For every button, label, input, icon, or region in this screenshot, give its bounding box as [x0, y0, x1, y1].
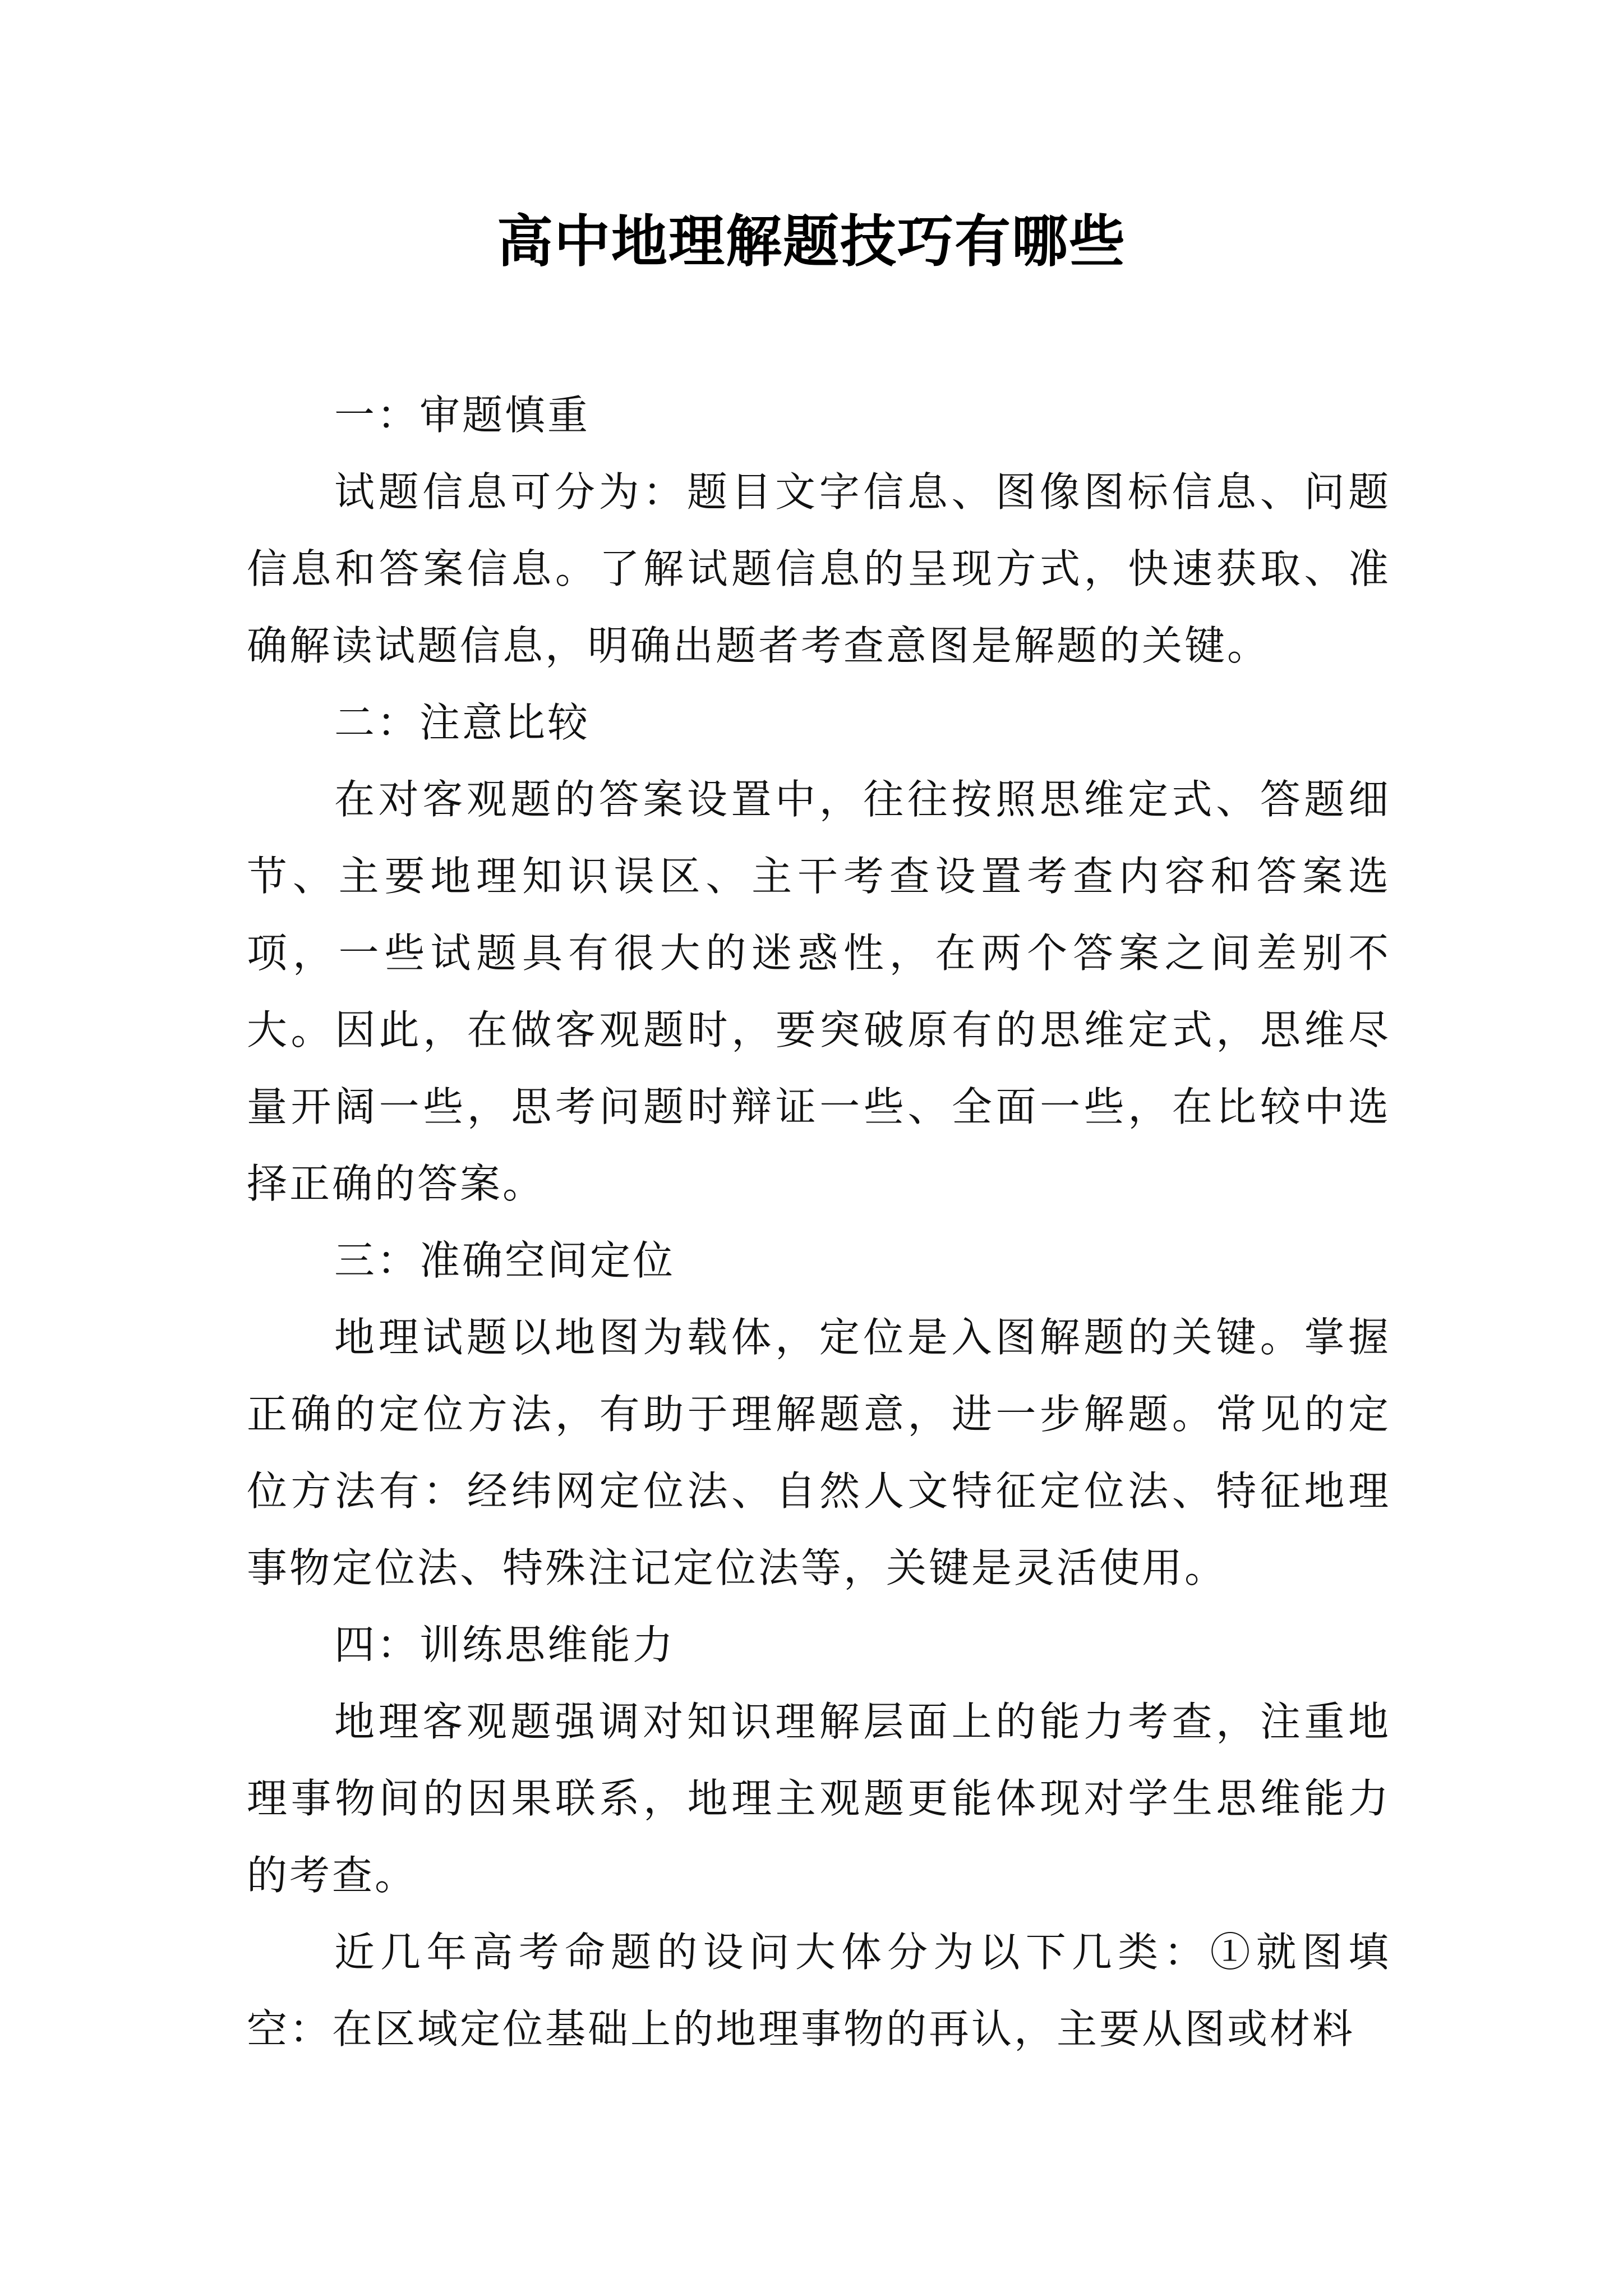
- paragraph-4: 地理客观题强调对知识理解层面上的能力考查，注重地理事物间的因果联系，地理主观题更能体现对学生思维能力的考查。: [247, 1698, 1391, 1899]
- document-title: 高中地理解题技巧有哪些: [497, 208, 1126, 274]
- paragraph-5: 近几年高考命题的设问大体分为以下几类：①就图填空：在区域定位基础上的地理事物的再认，主要从图或材料: [247, 1929, 1391, 2053]
- heading-4: 四：训练思维能力: [334, 1621, 676, 1668]
- paragraph-1: 试题信息可分为：题目文字信息、图像图标信息、问题信息和答案信息。了解试题信息的呈现方式，快速获取、准确解读试题信息，明确出题者考查意图是解题的关键。: [247, 468, 1391, 669]
- heading-3: 三：准确空间定位: [334, 1237, 676, 1284]
- document-body: [247, 377, 1391, 2068]
- heading-1: 一：审题慎重: [334, 392, 591, 439]
- heading-2: 二：注意比较: [334, 699, 591, 746]
- paragraph-3: 地理试题以地图为载体，定位是入图解题的关键。掌握正确的定位方法，有助于理解题意，进一步解题。常见的定位方法有：经纬网定位法、自然人文特征定位法、特征地理事物定位法、特殊注记定位法等，关键是灵活使用。: [247, 1314, 1391, 1591]
- paragraph-2: 在对客观题的答案设置中，往往按照思维定式、答题细节、主要地理知识误区、主干考查设置考查内容和答案选项，一些试题具有很大的迷惑性，在两个答案之间差别不大。因此，在做客观题时，要突破原有的思维定式，思维尽量开阔一些，思考问题时辩证一些、全面一些，在比较中选择正确的答案。: [247, 776, 1391, 1207]
